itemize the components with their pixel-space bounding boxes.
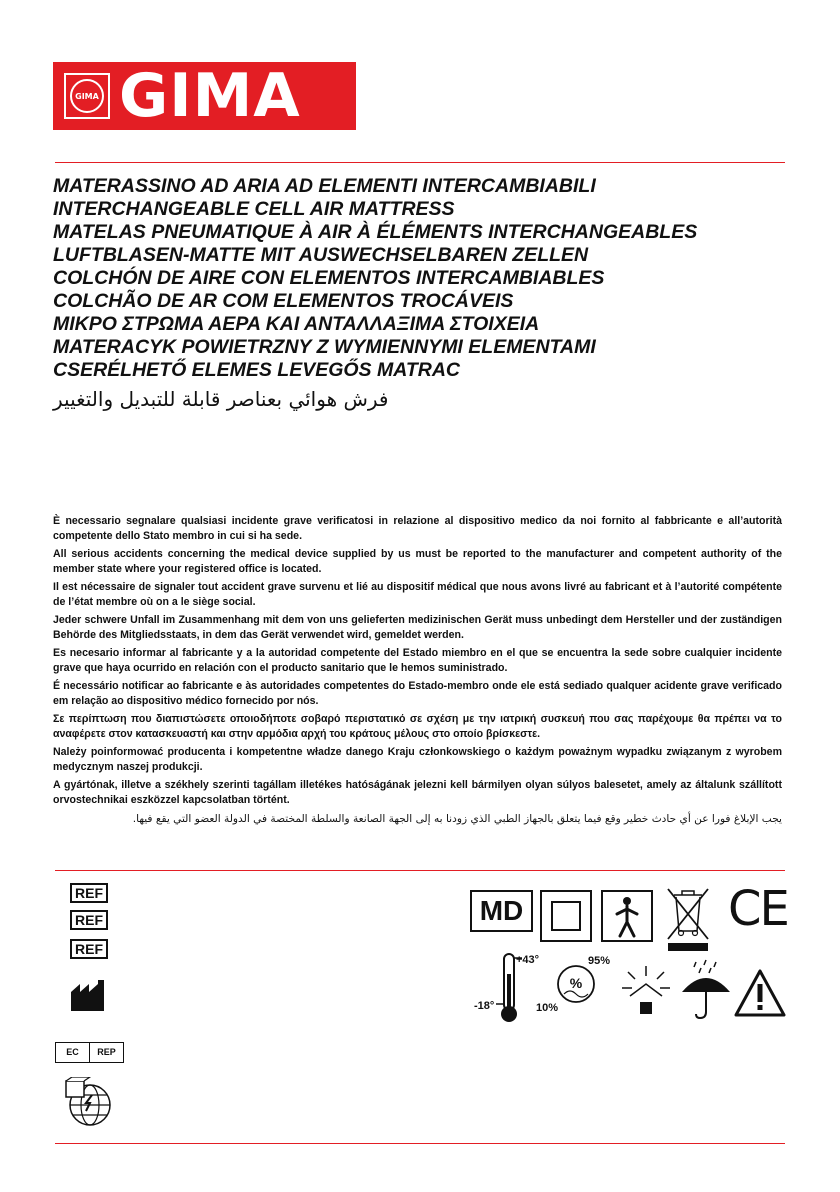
logo-wordmark: GIMA — [119, 61, 301, 131]
product-titles — [53, 175, 793, 414]
ce-mark-icon: CE — [728, 881, 788, 937]
notice-gr: Σε περίπτωση που διαπιστώσετε οποιοδήποτε σοβαρό περιστατικό σε σχέση με την ιατρική συσκευή που σας παρέχουμε θα πρέπει να το αναφέρετε στον κατασκευαστή και στην αρμόδια αρχή του κράτους μέλους στο οποίο βρίσκεστε. — [53, 713, 782, 740]
humidity-limit-icon — [536, 952, 616, 1016]
ref-icon: REF — [70, 883, 108, 903]
bottom-divider — [55, 1143, 785, 1144]
ref-icon: REF — [70, 910, 108, 930]
notice-pl: Należy poinformować producenta i kompetentne władze danego Kraju członkowskiego o każdym poważnym wypadku związanym z wyrobem medycznym naszej produkcji. — [53, 746, 782, 773]
keep-away-from-sunlight-icon — [618, 962, 674, 1018]
ec-label: EC — [66, 1047, 79, 1057]
notice-pt: É necessário notificar ao fabricante e às autoridades competentes do Estado-membro onde ele está sediado qualquer acidente grave verificado em relação ao dispositivo médico fornecido por nós. — [53, 680, 782, 707]
notice-hu: A gyártónak, illetve a székhely szerinti tagállam illetékes hatóságának jelezni kell bármilyen olyan súlyos balesetet, amely az általunk szállított orvostechnikai eszközzel kapcsolatban történt. — [53, 779, 782, 806]
title-en: INTERCHANGEABLE CELL AIR MATTRESS — [53, 198, 455, 220]
title-pl: MATERACYK POWIETRZNY Z WYMIENNYMI ELEMENTAMI — [53, 336, 596, 358]
emblem-text: GIMA — [75, 92, 99, 101]
caution-warning-icon — [734, 968, 786, 1018]
notice-it: È necessario segnalare qualsiasi incidente grave verificatosi in relazione al dispositivo medico da noi fornito al fabbricante e all’autorità competente dello Stato membro in cui si ha sede. — [53, 515, 782, 542]
type-bf-applied-part-icon — [601, 890, 653, 942]
title-de: LUFTBLASEN-MATTE MIT AUSWECHSELBAREN ZELLEN — [53, 244, 589, 266]
humidity-sign: % — [569, 975, 583, 991]
gima-logo — [53, 62, 356, 130]
title-pt: COLCHÃO DE AR COM ELEMENTOS TROCÁVEIS — [53, 290, 514, 312]
notice-es: Es necesario informar al fabricante y a la autoridad competente del Estado miembro en el que se encuentra la sede sobre cualquier incidente grave que haya ocurrido en relación con el producto sanitario que le hemos suministrado. — [53, 647, 782, 674]
manufacturer-icon — [70, 980, 110, 1012]
title-es: COLCHÓN DE AIRE CON ELEMENTOS INTERCAMBIABLES — [53, 267, 605, 289]
title-gr: ΜΙΚΡΟ ΣΤΡΩΜΑ ΑΕΡΑ ΚΑΙ ΑΝΤΑΛΛΑΞΙΜΑ ΣΤΟΙΧΕΙΑ — [53, 313, 540, 335]
importer-icon — [62, 1077, 114, 1129]
temp-min-label: -18° — [474, 1000, 495, 1012]
title-hu: CSERÉLHETŐ ELEMES LEVEGŐS MATRAC — [53, 359, 461, 381]
top-divider — [55, 162, 785, 163]
symbols-top-divider — [55, 870, 785, 871]
title-it: MATERASSINO AD ARIA AD ELEMENTI INTERCAMBIABILI — [53, 175, 596, 197]
notice-ar: يجب الإبلاغ فورا عن أي حادث خطير وقع فيما يتعلق بالجهاز الطبي الذي زودنا به إلى الجهة الصانعة والسلطة المختصة في الدولة العضو التي يقع فيها. — [132, 813, 782, 825]
weee-bin-icon — [664, 885, 712, 955]
class-ii-icon — [540, 890, 592, 942]
rep-label: REP — [89, 1043, 123, 1062]
notice-de: Jeder schwere Unfall im Zusammenhang mit dem von uns gelieferten medizinischen Gerät muss unbedingt dem Hersteller und der zuständigen Behörde des Mitgliedsstaats, in dem das Gerät verwendet wird, gemeldet werden. — [53, 614, 782, 641]
notice-fr: Il est nécessaire de signaler tout accident grave survenu et lié au dispositif médical que nous avons livré au fabricant et à l’autorité compétente de l’état membre où on a le siège social. — [53, 581, 782, 608]
ref-icon: REF — [70, 939, 108, 959]
title-fr: MATELAS PNEUMATIQUE À AIR À ÉLÉMENTS INTERCHANGEABLES — [53, 221, 698, 243]
incident-notices — [53, 514, 782, 830]
ec-rep-icon — [55, 1042, 124, 1063]
keep-dry-umbrella-icon — [680, 958, 732, 1022]
md-icon: MD — [470, 890, 533, 932]
gima-emblem-icon — [63, 72, 111, 120]
humidity-max-label: 95% — [588, 955, 611, 967]
humidity-min-label: 10% — [536, 1002, 559, 1014]
title-ar: فرش هوائي بعناصر قابلة للتبديل والتغيير — [53, 387, 389, 411]
temp-max-label: +43° — [516, 954, 540, 966]
notice-en: All serious accidents concerning the medical device supplied by us must be reported to the manufacturer and competent authority of the member state where your registered office is located. — [53, 548, 782, 575]
